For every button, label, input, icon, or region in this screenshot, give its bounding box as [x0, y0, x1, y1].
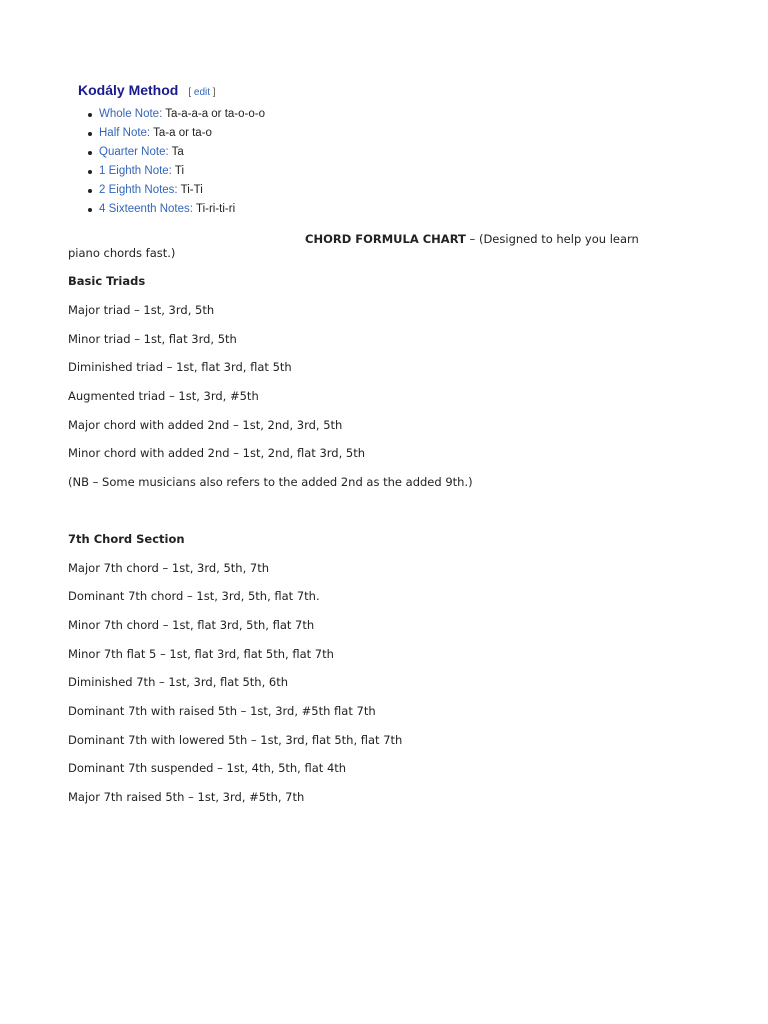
note-value: Ta-a-a-a or ta-o-o-o	[162, 108, 265, 120]
list-item	[78, 162, 698, 181]
formula-line: Minor 7th chord – 1st, flat 3rd, 5th, flat 7th	[68, 618, 315, 632]
kodaly-header	[78, 82, 698, 104]
formula-line: Minor triad – 1st, flat 3rd, 5th	[68, 332, 237, 346]
bullet-icon	[88, 151, 92, 155]
note-term-link[interactable]: Half Note:	[99, 127, 151, 139]
formula-line: Diminished triad – 1st, flat 3rd, flat 5th	[68, 360, 292, 374]
note-value: Ti-Ti	[177, 184, 203, 196]
kodaly-title: Kodály Method	[78, 82, 179, 98]
note-term-link[interactable]: 4 Sixteenth Notes:	[99, 203, 193, 215]
note-value: Ti-ri-ti-ri	[192, 203, 236, 215]
note-line: (NB – Some musicians also refers to the added 2nd as the added 9th.)	[68, 475, 473, 489]
formula-line: Major triad – 1st, 3rd, 5th	[68, 303, 215, 317]
note-term-link[interactable]: 1 Eighth Note:	[99, 165, 172, 177]
list-item	[78, 124, 698, 143]
edit-bracket-close: ]	[210, 87, 216, 98]
formula-line: Minor 7th flat 5 – 1st, flat 3rd, flat 5th, flat 7th	[68, 647, 334, 661]
list-item	[78, 143, 698, 162]
bullet-icon	[88, 113, 92, 117]
chart-title: CHORD FORMULA CHART	[305, 232, 466, 246]
bullet-icon	[88, 132, 92, 136]
formula-line: Major chord with added 2nd – 1st, 2nd, 3rd, 5th	[68, 418, 343, 432]
list-item	[78, 105, 698, 124]
list-item	[78, 200, 698, 219]
kodaly-section	[78, 82, 698, 219]
formula-line: Dominant 7th with lowered 5th – 1st, 3rd, flat 5th, flat 7th	[68, 733, 403, 747]
bullet-icon	[88, 189, 92, 193]
formula-line: Dominant 7th suspended – 1st, 4th, 5th, flat 4th	[68, 761, 347, 775]
bullet-icon	[88, 208, 92, 212]
formula-line: Major 7th raised 5th – 1st, 3rd, #5th, 7th	[68, 790, 305, 804]
edit-section-link[interactable]	[188, 87, 215, 98]
list-item	[78, 181, 698, 200]
note-term-link[interactable]: Whole Note:	[99, 108, 163, 120]
formula-line: Minor chord with added 2nd – 1st, 2nd, flat 3rd, 5th	[68, 446, 366, 460]
note-value: Ta	[168, 146, 184, 158]
chart-intro-continued: piano chords fast.)	[68, 246, 176, 260]
note-term-link[interactable]: Quarter Note:	[99, 146, 169, 158]
note-value: Ti	[171, 165, 185, 177]
formula-line: Dominant 7th with raised 5th – 1st, 3rd, #5th flat 7th	[68, 704, 376, 718]
formula-line: Major 7th chord – 1st, 3rd, 5th, 7th	[68, 561, 270, 575]
note-term-link[interactable]: 2 Eighth Notes:	[99, 184, 178, 196]
formula-line: Augmented triad – 1st, 3rd, #5th	[68, 389, 259, 403]
kodaly-list	[78, 105, 698, 219]
seventh-chord-heading: 7th Chord Section	[68, 532, 185, 546]
chart-intro	[305, 232, 639, 246]
formula-line: Diminished 7th – 1st, 3rd, flat 5th, 6th	[68, 675, 288, 689]
chart-intro-text: – (Designed to help you learn	[465, 232, 639, 246]
edit-bracket-open: [	[188, 87, 194, 98]
note-value: Ta-a or ta-o	[150, 127, 212, 139]
edit-link-label[interactable]: edit	[193, 87, 211, 98]
formula-line: Dominant 7th chord – 1st, 3rd, 5th, flat 7th.	[68, 589, 320, 603]
bullet-icon	[88, 170, 92, 174]
basic-triads-heading: Basic Triads	[68, 274, 146, 288]
